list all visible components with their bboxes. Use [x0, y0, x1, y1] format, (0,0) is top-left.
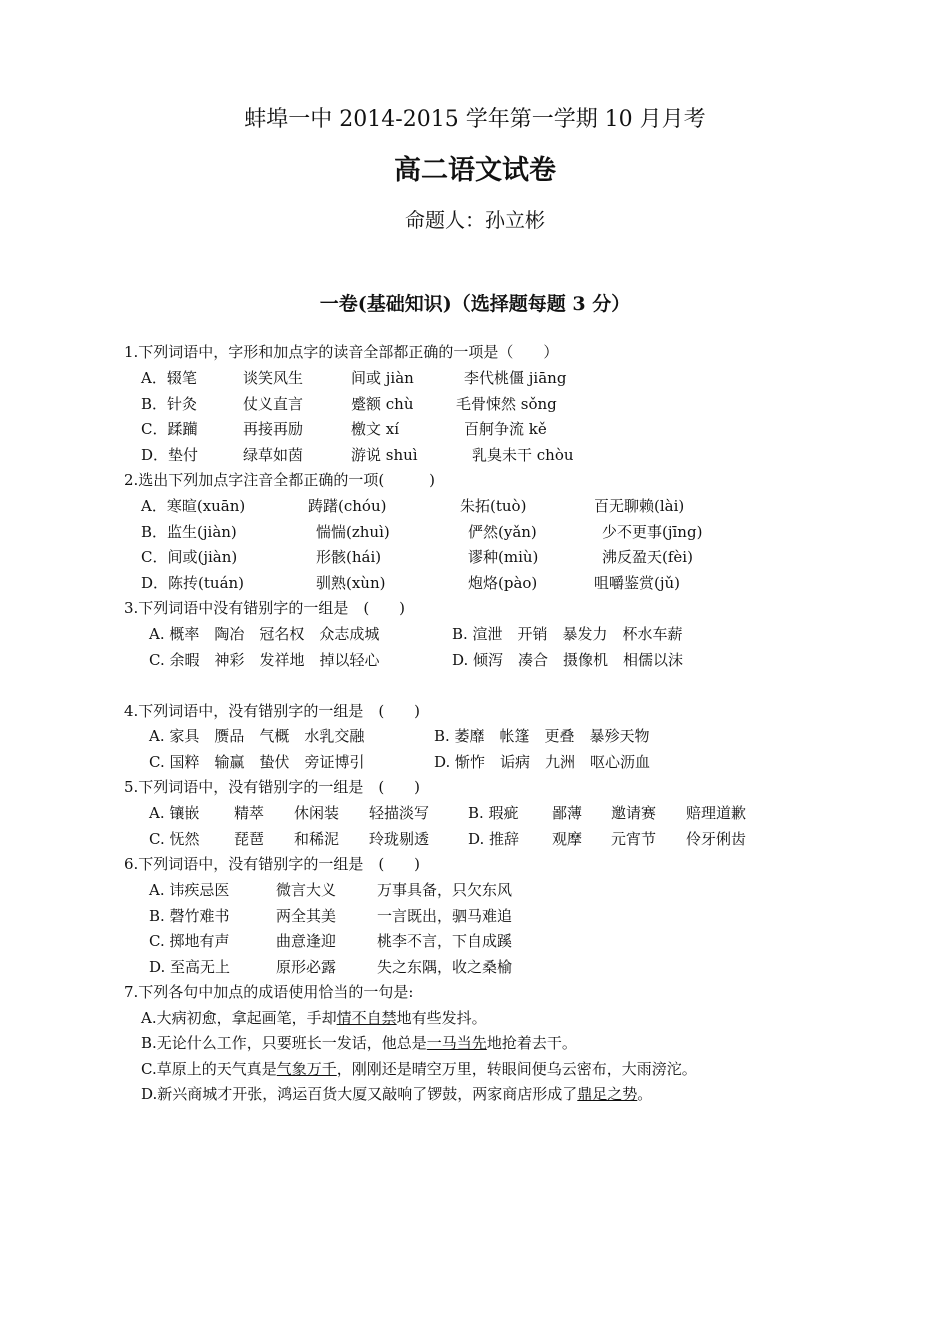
q7-b-pre: B.无论什么工作，只要班长一发话，他总是 — [141, 1034, 427, 1052]
q2-option-cell: D．陈抟(tuán) — [141, 574, 245, 592]
q5-option-cell: 鄙薄 — [552, 804, 583, 822]
q1-option-cell: 毛骨悚然 sǒng — [456, 395, 557, 413]
q5-option-cell: 轻描淡写 — [369, 804, 430, 822]
q2-option-cell: 咀嚼鉴赏(jǔ) — [594, 574, 681, 592]
q1-option-cell: 仗义直言 — [243, 395, 304, 413]
q3-stem: 3.下列词语中没有错别字的一组是 ( ) — [124, 599, 406, 617]
q1-option-cell: 再接再励 — [243, 420, 304, 438]
q6-option-cell: 原形必露 — [276, 958, 337, 976]
q7-option-a — [141, 1009, 487, 1027]
q1-option-cell: 乳臭未干 chòu — [472, 446, 574, 464]
q3-option-cell: C. 余暇 神彩 发祥地 掉以轻心 — [149, 651, 380, 669]
q2-option-cell: C．间或(jiàn) — [141, 548, 238, 566]
q2-option-cell: 朱拓(tuò) — [460, 497, 527, 515]
q2-option-cell: 俨然(yǎn) — [468, 523, 537, 541]
q5-option-cell: 琵琶 — [234, 830, 265, 848]
q5-option-cell: C. 怃然 — [149, 830, 200, 848]
q3-option-cell: B. 渲泄 开销 暴发力 杯水车薪 — [452, 625, 683, 643]
q7-a-pre: A.大病初愈，拿起画笔，手却 — [141, 1009, 337, 1027]
exam-author: 命题人：孙立彬 — [405, 208, 545, 232]
q1-option-cell: 绿草如茵 — [243, 446, 304, 464]
q5-option-cell: 元宵节 — [611, 830, 657, 848]
q1-option-cell: 游说 shuì — [351, 446, 418, 464]
q4-option-cell: D. 惭怍 诟病 九洲 呕心沥血 — [434, 753, 651, 771]
q1-stem: 1.下列词语中，字形和加点字的读音全部都正确的一项是（ ） — [124, 343, 559, 361]
q7-b-idiom: 一马当先 — [426, 1034, 487, 1052]
q4-option-cell: B. 萎靡 帐篷 更叠 暴殄天物 — [434, 727, 650, 745]
q2-option-cell: 少不更事(jīng) — [602, 523, 703, 541]
q5-option-cell: 休闲装 — [294, 804, 340, 822]
q5-option-cell: 精萃 — [234, 804, 265, 822]
q5-option-cell: 伶牙俐齿 — [686, 830, 747, 848]
q6-option-cell: 桃李不言，下自成蹊 — [377, 932, 513, 950]
exam-subject-title: 高二语文试卷 — [394, 155, 556, 186]
q2-stem: 2.选出下列加点字注音全都正确的一项( ) — [124, 471, 436, 489]
q2-option-cell: 谬种(miù) — [468, 548, 539, 566]
q1-option-cell: B．针灸 — [141, 395, 198, 413]
q7-d-post: 。 — [637, 1085, 653, 1103]
q1-option-cell: 檄文 xí — [351, 420, 400, 438]
q7-option-d — [141, 1085, 652, 1103]
q5-option-cell: 玲珑剔透 — [369, 830, 430, 848]
q1-option-cell: 蹙额 chù — [351, 395, 414, 413]
q5-option-cell: D. 推辞 — [468, 830, 520, 848]
q6-option-cell: 万事具备，只欠东风 — [377, 881, 513, 899]
q6-option-cell: 一言既出，驷马难追 — [377, 907, 513, 925]
q3-option-cell: A. 概率 陶冶 冠名权 众志成城 — [149, 625, 380, 643]
q1-option-cell: 谈笑风生 — [243, 369, 304, 387]
q7-option-c — [141, 1060, 697, 1078]
q5-option-cell: B. 瑕疵 — [468, 804, 519, 822]
q1-option-cell: C．蹂躏 — [141, 420, 198, 438]
q3-option-cell: D. 倾泻 凑合 摄像机 相儒以沫 — [452, 651, 684, 669]
q6-option-cell: A. 讳疾忌医 — [149, 881, 230, 899]
q4-option-cell: C. 国粹 输赢 蛰伏 旁证博引 — [149, 753, 365, 771]
q2-option-cell: A．寒暄(xuān) — [141, 497, 246, 515]
q6-option-cell: 微言大义 — [276, 881, 337, 899]
q2-option-cell: 踌躇(chóu) — [308, 497, 387, 515]
q2-option-cell: B．监生(jiàn) — [141, 523, 237, 541]
q2-option-cell: 形骸(hái) — [316, 548, 382, 566]
q2-option-cell: 驯熟(xùn) — [316, 574, 386, 592]
q6-option-cell: B. 磬竹难书 — [149, 907, 230, 925]
exam-header-title: 蚌埠一中 2014-2015 学年第一学期 10 月月考 — [244, 107, 706, 132]
section-title: 一卷(基础知识)（选择题每题 3 分） — [319, 293, 631, 315]
q1-option-cell: 百舸争流 kě — [464, 420, 547, 438]
q5-option-cell: 邀请赛 — [611, 804, 657, 822]
q7-option-b — [141, 1034, 577, 1052]
q5-option-cell: A. 镶嵌 — [149, 804, 200, 822]
q7-a-post: 地有些发抖。 — [396, 1009, 487, 1027]
q1-option-cell: A．辍笔 — [141, 369, 197, 387]
q6-option-cell: D. 至高无上 — [149, 958, 231, 976]
q1-option-cell: D．垫付 — [141, 446, 199, 464]
q7-c-post: ，刚刚还是晴空万里，转眼间便乌云密布，大雨滂沱。 — [336, 1060, 697, 1078]
q5-option-cell: 赔理道歉 — [686, 804, 747, 822]
q7-c-pre: C.草原上的天气真是 — [141, 1060, 277, 1078]
q2-option-cell: 百无聊赖(lài) — [594, 497, 685, 515]
q2-option-cell: 沸反盈天(fèi) — [602, 548, 693, 566]
q7-a-idiom: 情不自禁 — [336, 1009, 397, 1027]
q4-option-cell: A. 家具 赝品 气概 水乳交融 — [149, 727, 365, 745]
q1-option-cell: 间或 jiàn — [351, 369, 414, 387]
q2-option-cell: 惴惴(zhuì) — [316, 523, 390, 541]
q7-d-pre: D.新兴商城才开张，鸿运百货大厦又敲响了锣鼓，两家商店形成了 — [141, 1085, 578, 1103]
q7-d-idiom: 鼎足之势 — [577, 1085, 638, 1103]
q7-stem: 7.下列各句中加点的成语使用恰当的一句是: — [124, 983, 414, 1001]
q2-option-cell: 炮烙(pào) — [468, 574, 538, 592]
q7-b-post: 地抢着去干。 — [486, 1034, 577, 1052]
q6-stem: 6.下列词语中，没有错别字的一组是 ( ) — [124, 855, 421, 873]
q6-option-cell: 失之东隅，收之桑榆 — [377, 958, 513, 976]
q1-option-cell: 李代桃僵 jiāng — [464, 369, 567, 387]
q6-option-cell: 两全其美 — [276, 907, 337, 925]
q6-option-cell: 曲意逢迎 — [276, 932, 337, 950]
q5-stem: 5.下列词语中，没有错别字的一组是 ( ) — [124, 778, 421, 796]
q7-c-idiom: 气象万千 — [276, 1060, 337, 1078]
q5-option-cell: 和稀泥 — [294, 830, 340, 848]
q4-stem: 4.下列词语中，没有错别字的一组是 ( ) — [124, 702, 421, 720]
q5-option-cell: 观摩 — [552, 830, 583, 848]
q6-option-cell: C. 掷地有声 — [149, 932, 230, 950]
